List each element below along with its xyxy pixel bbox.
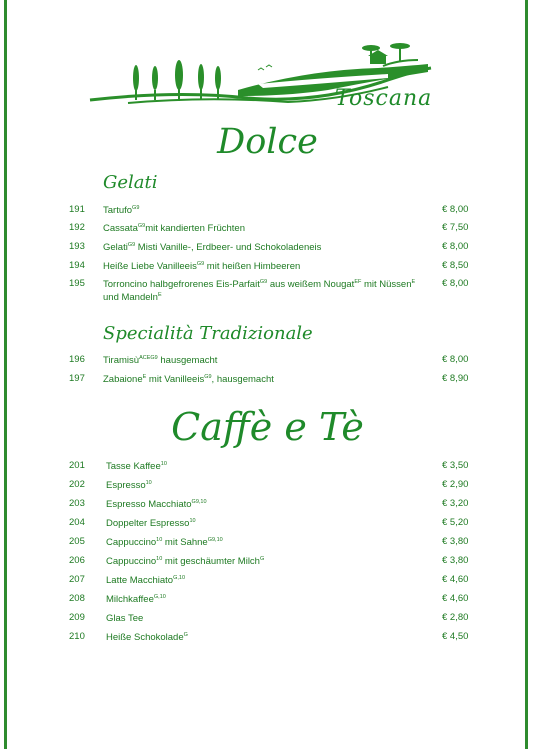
brand-name: Toscana [335,86,433,111]
left-border [4,0,7,749]
section-title-dolce: Dolce [217,122,318,162]
subsection-title-specialita: Specialità Tradizionale [103,323,313,344]
section-title-caffe: Caffè e Tè [171,405,364,449]
right-border [525,0,528,749]
subsection-title-gelati: Gelati [103,172,158,193]
